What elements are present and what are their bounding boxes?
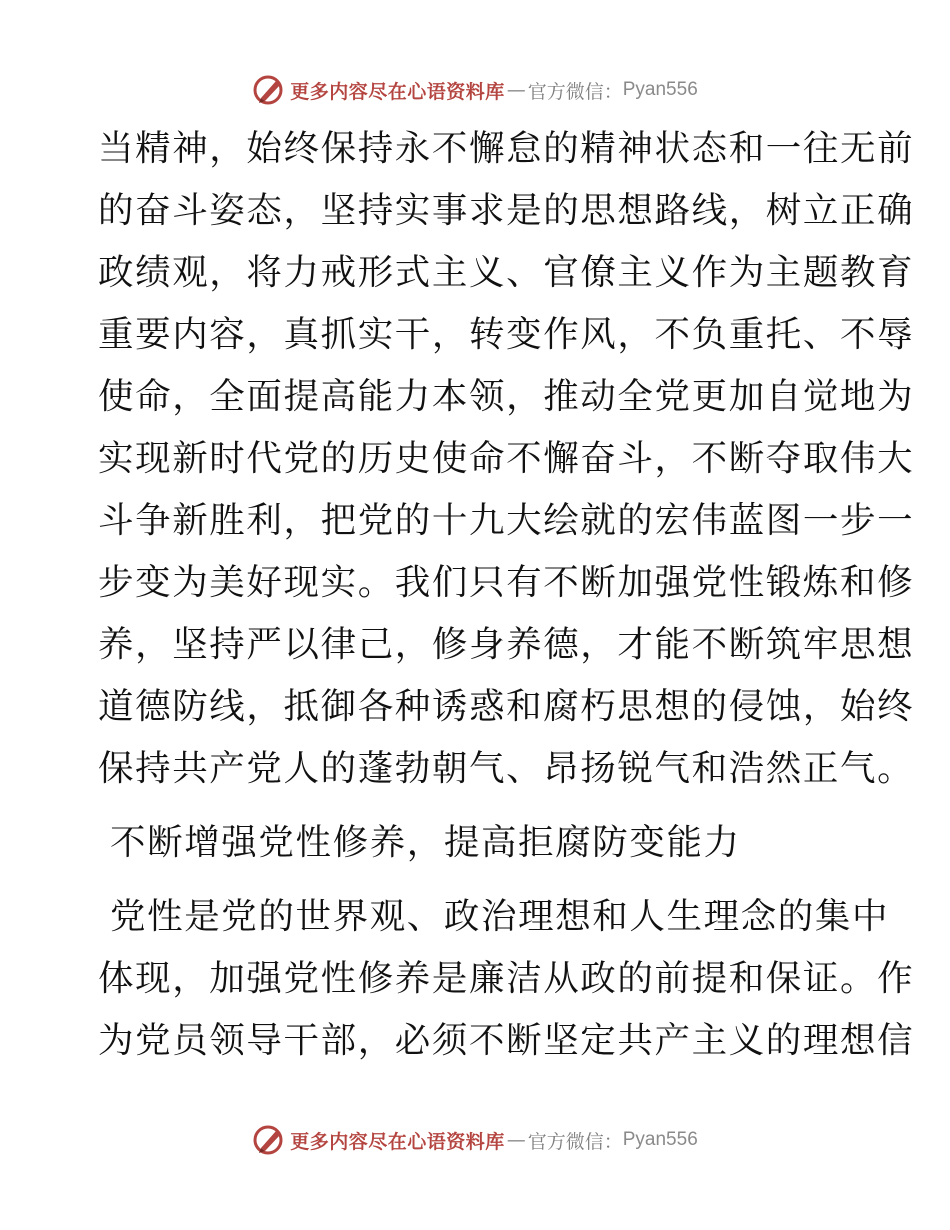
banner-wechat-label: 官方微信： <box>527 1130 623 1153</box>
text-line: 的奋斗姿态，坚持实事求是的思想路线，树立正确 <box>98 190 915 231</box>
footer-banner <box>0 1120 950 1160</box>
header-banner <box>0 70 950 110</box>
text-line: 步变为美好现实。我们只有不断加强党性锻炼和修 <box>98 562 915 603</box>
text-line: 为党员领导干部，必须不断坚定共产主义的理想信 <box>98 1020 915 1061</box>
text-line: 当精神，始终保持永不懈怠的精神状态和一往无前 <box>98 128 915 169</box>
text-line: 政绩观，将力戒形式主义、官僚主义作为主题教育 <box>98 252 915 293</box>
banner-wechat-label: 官方微信： <box>527 80 623 103</box>
banner-wechat-id: Pyan556 <box>622 1129 698 1150</box>
banner-main-text: 更多内容尽在心语资料库 <box>290 1130 505 1153</box>
banner-wechat-id: Pyan556 <box>622 79 698 100</box>
paragraph-1 <box>98 118 915 800</box>
text-line: 重要内容，真抓实干，转变作风，不负重托、不辱 <box>98 314 915 355</box>
text-line: 道德防线，抵御各种诱惑和腐朽思想的侵蚀，始终 <box>98 686 915 727</box>
text-line: 体现，加强党性修养是廉洁从政的前提和保证。作 <box>98 958 915 999</box>
banner-main-text: 更多内容尽在心语资料库 <box>290 80 505 103</box>
text-line: 党性是党的世界观、政治理想和人生理念的集中 <box>110 896 890 937</box>
paragraph-2 <box>98 886 915 1072</box>
banner-separator: — <box>506 79 526 101</box>
banner-separator: — <box>506 1129 526 1151</box>
text-line: 实现新时代党的历史使命不懈奋斗，不断夺取伟大 <box>98 438 915 479</box>
pen-logo-icon <box>252 1123 286 1157</box>
section-heading: 不断增强党性修养，提高拒腐防变能力 <box>110 822 741 863</box>
pen-logo-icon <box>252 73 286 107</box>
text-line: 保持共产党人的蓬勃朝气、昂扬锐气和浩然正气。 <box>98 748 915 789</box>
document-body <box>98 118 915 1072</box>
text-line: 斗争新胜利，把党的十九大绘就的宏伟蓝图一步一 <box>98 500 915 541</box>
text-line: 使命，全面提高能力本领，推动全党更加自觉地为 <box>98 376 915 417</box>
text-line: 养，坚持严以律己，修身养德，才能不断筑牢思想 <box>98 624 915 665</box>
